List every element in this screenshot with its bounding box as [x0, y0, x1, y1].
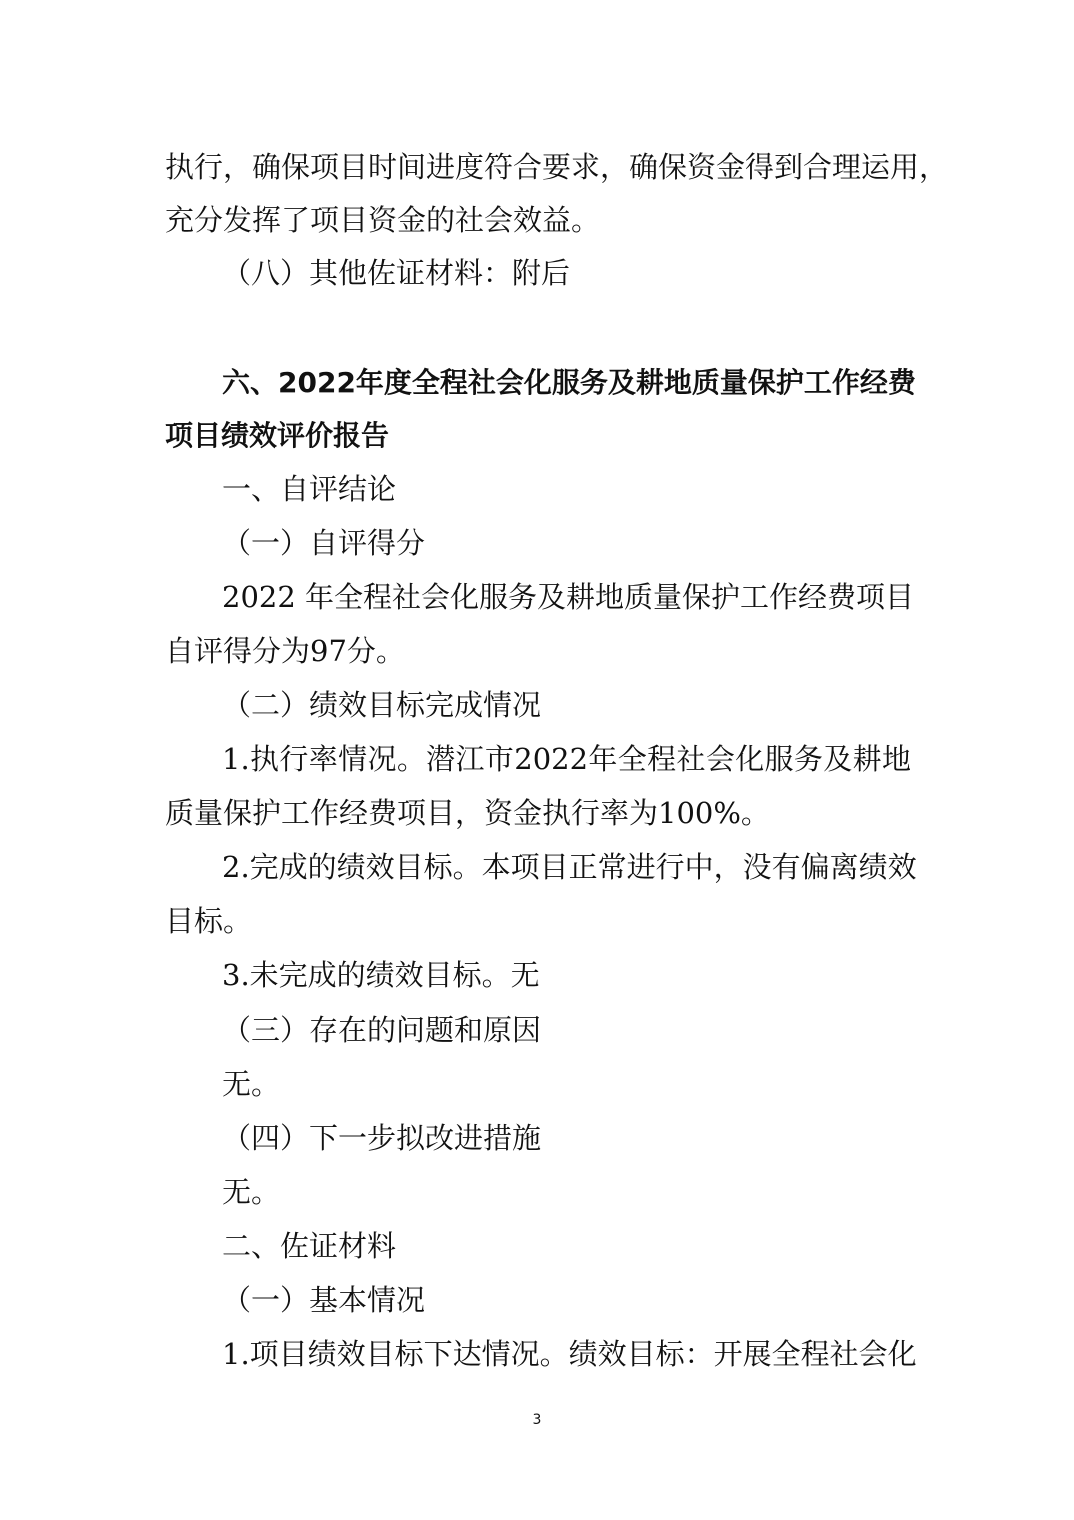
subsection-heading: （三）存在的问题和原因: [222, 1013, 542, 1047]
section-heading: 一、自评结论: [222, 472, 397, 506]
page-number: 3: [532, 1412, 542, 1428]
paragraph-line: 充分发挥了项目资金的社会效益。: [165, 203, 601, 237]
subsection-heading: （二）绩效目标完成情况: [222, 688, 542, 722]
paragraph-line: 3.未完成的绩效目标。无: [222, 958, 540, 992]
paragraph-line: 无。: [222, 1175, 281, 1209]
paragraph-line: 质量保护工作经费项目，资金执行率为100%。: [165, 796, 770, 830]
paragraph-line: 2.完成的绩效目标。本项目正常进行中，没有偏离绩效: [222, 850, 917, 884]
paragraph-line: 目标。: [165, 904, 253, 938]
paragraph-line: 无。: [222, 1067, 281, 1101]
subsection-heading: （八）其他佐证材料：附后: [222, 256, 571, 290]
subsection-heading: （四）下一步拟改进措施: [222, 1121, 542, 1155]
paragraph-line: 1.执行率情况。潜江市2022年全程社会化服务及耕地: [222, 742, 911, 776]
paragraph-line: 1.项目绩效目标下达情况。绩效目标：开展全程社会化: [222, 1337, 917, 1371]
section-heading: 二、佐证材料: [222, 1229, 397, 1263]
report-title: 六、2022年度全程社会化服务及耕地质量保护工作经费: [222, 366, 916, 399]
report-title-continued: 项目绩效评价报告: [165, 419, 390, 452]
subsection-heading: （一）基本情况: [222, 1283, 426, 1317]
paragraph-line: 自评得分为97分。: [165, 634, 405, 668]
subsection-heading: （一）自评得分: [222, 526, 426, 560]
paragraph-line: 执行，确保项目时间进度符合要求，确保资金得到合理运用，: [165, 150, 949, 184]
paragraph-line: 2022 年全程社会化服务及耕地质量保护工作经费项目: [222, 580, 915, 614]
